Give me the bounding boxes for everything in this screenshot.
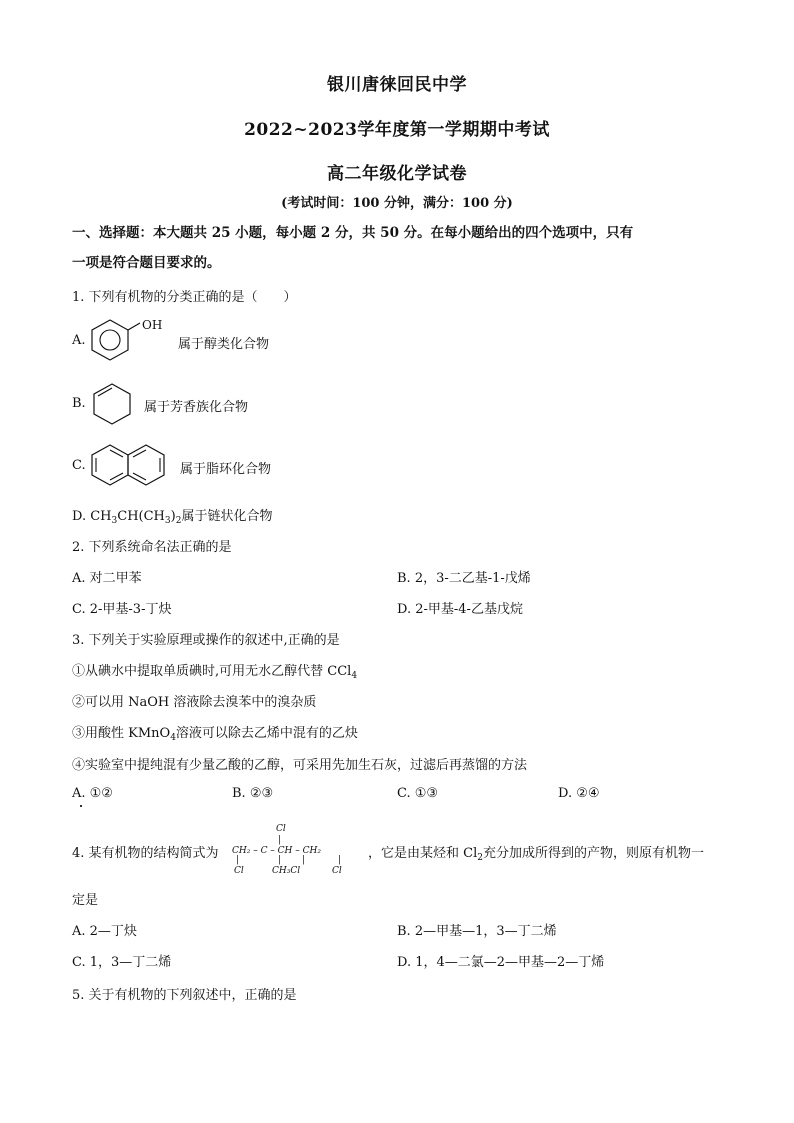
q4-structural-formula (232, 822, 368, 878)
q1-option-d (72, 505, 272, 526)
q3-statement-3 (72, 722, 358, 743)
q5-stem: 5. 关于有机物的下列叙述中，正确的是 (72, 988, 297, 1003)
q1-d-sub1: 3 (111, 516, 118, 526)
q4-option-c: C. 1，3—丁二烯 (72, 955, 172, 970)
school-title: 银川唐徕回民中学 (327, 75, 467, 95)
q4-option-d: D. 1，4—二氯—2—甲基—2—丁烯 (397, 955, 605, 970)
q3-s1-sub: 4 (351, 671, 358, 681)
q1-d-mid: CH(CH (117, 509, 165, 524)
exam-title: 2022~2023学年度第一学期期中考试 (244, 120, 550, 140)
q1-d-pre: D. CH (72, 509, 112, 524)
q4-option-a: A. 2—丁炔 (72, 924, 137, 939)
q4-stem-post (368, 842, 704, 863)
q2-option-d: D. 2-甲基-4-乙基戊烷 (397, 602, 523, 617)
q3-s1-text: ①从碘水中提取单质碘时,可用无水乙醇代替 CCl (72, 664, 352, 679)
q4-stem-line2: 定是 (72, 893, 99, 908)
q3-s3-post: 溶液可以除去乙烯中混有的乙炔 (175, 726, 358, 741)
q3-option-b: B. ②③ (232, 786, 274, 801)
q4-stem-sub: 2 (477, 853, 483, 863)
q3-option-c: C. ①③ (397, 786, 439, 801)
q1-option-c-text: 属于脂环化合物 (180, 462, 272, 477)
paper-title: 高二年级化学试卷 (327, 164, 467, 184)
q1-option-b-letter: B. (72, 396, 86, 411)
q2-option-c: C. 2-甲基-3-丁炔 (72, 602, 172, 617)
q4-stem-pre: 4. 某有机物的结构简式为 (72, 846, 219, 861)
exam-info: (考试时间：100 分钟，满分：100 分) (281, 196, 513, 211)
naphthalene-structure (88, 440, 172, 490)
q3-option-a: A. ①② (72, 786, 113, 801)
formula-bottom-cl1: Cl (234, 866, 244, 876)
formula-bond-1: | (236, 855, 240, 865)
q1-stem: 1. 下列有机物的分类正确的是（ ） (72, 290, 297, 305)
formula-bottom-cl2: Cl (332, 866, 342, 876)
section-instruction-line1: 一、选择题：本大题共 25 小题，每小题 2 分，共 50 分。在每小题给出的四个选项中，只有 (72, 225, 634, 241)
q2-stem: 2. 下列系统命名法正确的是 (72, 540, 232, 555)
q3-stem: 3. 下列关于实验原理或操作的叙述中,正确的是 (72, 633, 340, 648)
q1-option-a-text: 属于醇类化合物 (178, 337, 270, 352)
q3-s3-sub: 4 (170, 733, 176, 743)
q1-option-c-letter: C. (72, 458, 86, 473)
formula-bond-3: | (302, 855, 306, 865)
q4-stem-end: 充分加成所得到的产物，则原有机物一 (482, 846, 704, 861)
q3-statement-4: ④实验室中提纯混有少量乙酸的乙醇，可采用先加生石灰，过滤后再蒸馏的方法 (72, 758, 528, 773)
formula-top-cl: Cl (276, 824, 286, 834)
stray-dot (80, 805, 82, 807)
section-instruction-line2: 一项是符合题目要求的。 (72, 255, 221, 271)
cyclohexene-structure (88, 380, 136, 428)
q1-d-text: 属于链状化合物 (181, 509, 273, 524)
q4-option-b: B. 2—甲基—1，3—丁二烯 (397, 924, 557, 939)
q2-option-b: B. 2，3-二乙基-1-戊烯 (397, 571, 531, 586)
q1-d-close: ) (170, 509, 176, 524)
q3-option-d: D. ②④ (558, 786, 600, 801)
formula-bond-2: | (278, 855, 282, 865)
q1-option-a-letter: A. (72, 333, 86, 348)
formula-bottom-ch3cl: CH₃Cl (272, 866, 301, 876)
q3-statement-2: ②可以用 NaOH 溶液除去溴苯中的溴杂质 (72, 695, 317, 710)
section-instruction (72, 218, 722, 278)
q1-d-sub3: 2 (175, 516, 182, 526)
formula-bond-4: | (338, 855, 342, 865)
formula-top-bond: | (278, 835, 282, 845)
q2-option-a: A. 对二甲苯 (72, 571, 142, 586)
formula-main-chain: CH₂ – C – CH – CH₂ (232, 846, 321, 856)
q3-statement-1 (72, 660, 357, 681)
q1-option-a-oh: OH (142, 318, 163, 332)
q1-option-b-text: 属于芳香族化合物 (144, 400, 249, 415)
q3-s3-pre: ③用酸性 KMnO (72, 726, 171, 741)
q4-stem-mid: ，它是由某烃和 Cl (368, 846, 478, 861)
q1-d-sub2: 3 (164, 516, 171, 526)
